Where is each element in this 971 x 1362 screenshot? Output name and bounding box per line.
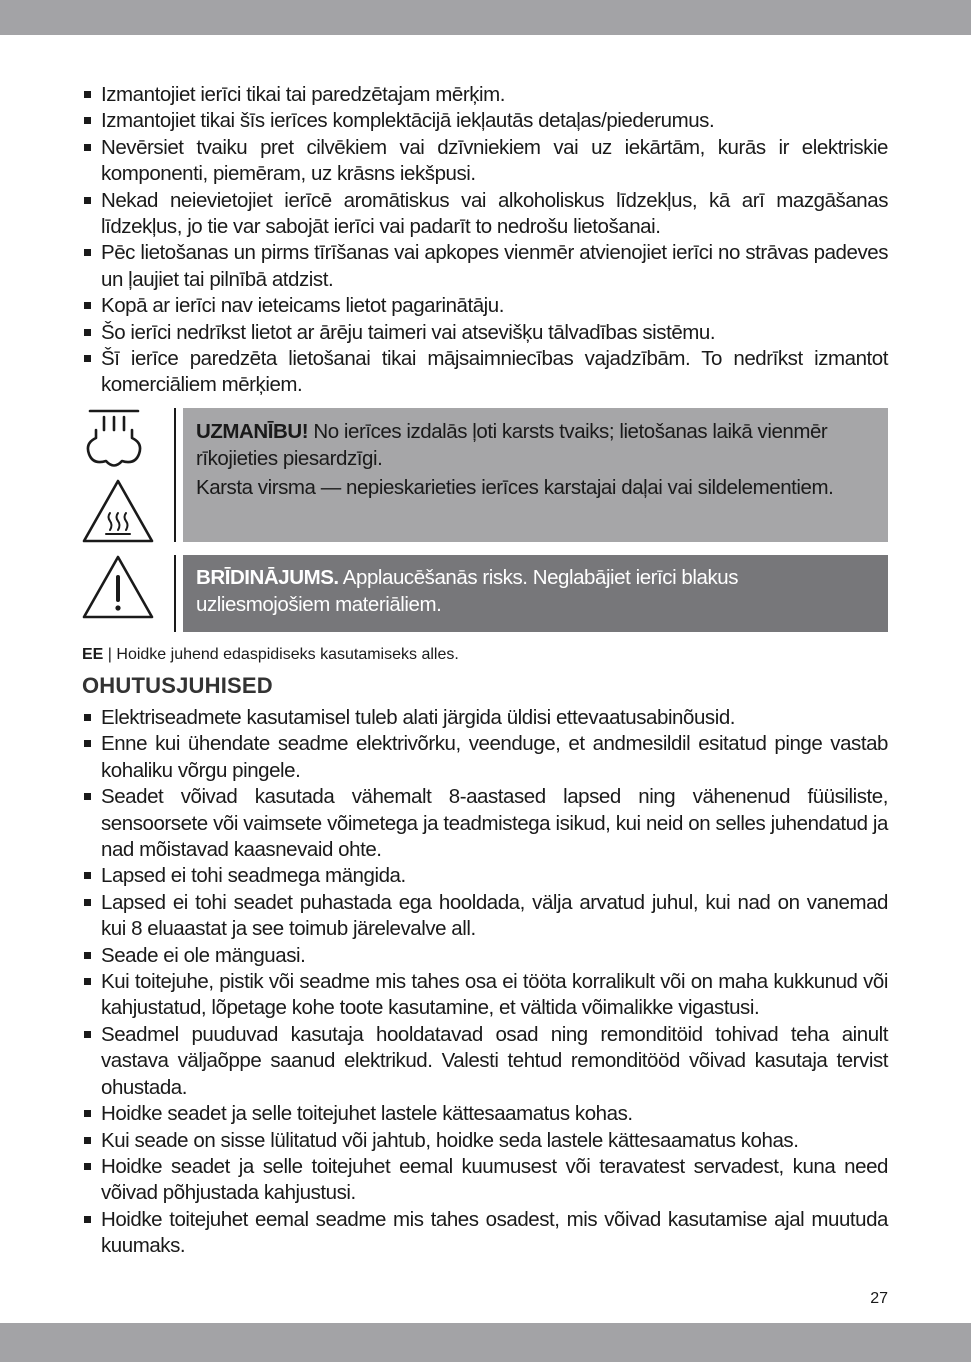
general-warning-icon xyxy=(81,554,155,620)
list-item: Lapsed ei tohi seadmega mängida. xyxy=(82,863,888,889)
ee-section-title: OHUTUSJUHISED xyxy=(82,673,273,698)
warning-box xyxy=(183,555,888,632)
hot-surface-warning-icon xyxy=(81,478,155,544)
caution-text-hot-surface: Karsta virsma — nepieskarieties ierīces karstajai daļai vai sildelementiem. xyxy=(196,476,834,499)
list-item: Seadet võivad kasutada vähemalt 8-aastased lapsed ning vähenenud füüsiliste, sensoorsete või vaimsete võimetega ja teadmistega isikud, kui neid on selles juhendatud ja nad mõistavad kaasnevaid ohte. xyxy=(82,784,888,863)
ee-language-note xyxy=(82,646,459,664)
warning-text: Applaucēšanās risks. Neglabājiet ierīci blakus uzliesmojošiem materiāliem. xyxy=(196,566,738,616)
ee-note-separator: | xyxy=(103,646,117,663)
bottom-page-bar xyxy=(0,1323,971,1362)
warning-divider xyxy=(174,555,176,632)
caution-text: No ierīces izdalās ļoti karsts tvaiks; lietošanas laikā vienmēr rīkojieties piesardzīgi. xyxy=(196,420,828,470)
list-item: Kui toitejuhe, pistik või seadme mis tahes osa ei tööta korralikult või on maha kukkunud või kahjustatud, lõpetage kohe toote kasutamine, et vältida võimalikke vigastusi. xyxy=(82,969,888,1022)
list-item: Kopā ar ierīci nav ieteicams lietot pagarinātāju. xyxy=(82,293,888,319)
list-item: Hoidke seadet ja selle toitejuhet eemal kuumusest või teravatest servadest, kuna need võivad põhjustada kahjustusi. xyxy=(82,1154,888,1207)
ee-safety-list xyxy=(82,705,888,1260)
caution-box xyxy=(183,408,888,542)
list-item: Izmantojiet tikai šīs ierīces komplektācijā iekļautās detaļas/piederumus. xyxy=(82,108,888,134)
lv-safety-list xyxy=(82,82,888,399)
hot-steam-icon xyxy=(82,408,146,472)
list-item: Elektriseadmete kasutamisel tuleb alati järgida üldisi ettevaatusabinõusid. xyxy=(82,705,888,731)
list-item: Pēc lietošanas un pirms tīrīšanas vai apkopes vienmēr atvienojiet ierīci no strāvas padeves un ļaujiet tai pilnībā atdzist. xyxy=(82,240,888,293)
list-item: Seadmel puuduvad kasutaja hooldatavad osad ning remonditöid tohivad teha ainult vastava väljaõppe saanud elektrikud. Valesti tehtud remonditööd võivad kasutaja tervist ohustada. xyxy=(82,1022,888,1101)
list-item: Izmantojiet ierīci tikai tai paredzētajam mērķim. xyxy=(82,82,888,108)
caution-label: UZMANĪBU! xyxy=(196,420,309,443)
warning-paragraph xyxy=(196,564,875,618)
list-item: Lapsed ei tohi seadet puhastada ega hooldada, välja arvatud juhul, kui nad on vanemad kui 8 eluaastat ja see toimub järelevalve all. xyxy=(82,890,888,943)
ee-note-text: Hoidke juhend edaspidiseks kasutamiseks alles. xyxy=(116,646,459,663)
list-item: Hoidke seadet ja selle toitejuhet lastele kättesaamatus kohas. xyxy=(82,1101,888,1127)
list-item: Kui seade on sisse lülitatud või jahtub, hoidke seda lastele kättesaamatus kohas. xyxy=(82,1128,888,1154)
list-item: Šī ierīce paredzēta lietošanai tikai mājsaimniecības vajadzībām. To nedrīkst izmantot komerciāliem mērķiem. xyxy=(82,346,888,399)
caution-divider xyxy=(174,408,176,542)
list-item: Hoidke toitejuhet eemal seadme mis tahes osadest, mis võivad kasutamise ajal muutuda kuumaks. xyxy=(82,1207,888,1260)
list-item: Šo ierīci nedrīkst lietot ar ārēju taimeri vai atsevišķu tālvadības sistēmu. xyxy=(82,320,888,346)
list-item: Nevērsiet tvaiku pret cilvēkiem vai dzīvniekiem vai uz iekārtām, kurās ir elektriskie komponenti, piemēram, uz krāsns iekšpusi. xyxy=(82,135,888,188)
top-page-bar xyxy=(0,0,971,35)
list-item: Nekad neievietojiet ierīcē aromātiskus vai alkoholiskus līdzekļus, kā arī mazgāšanas līdzekļus, jo tie var sabojāt ierīci vai padarīt to nedrošu lietošanai. xyxy=(82,188,888,241)
caution-paragraph xyxy=(196,418,875,472)
list-item: Enne kui ühendate seadme elektrivõrku, veenduge, et andmesildil esitatud pinge vastab kohaliku võrgu pingele. xyxy=(82,731,888,784)
ee-language-code: EE xyxy=(82,646,104,663)
page-number: 27 xyxy=(870,1290,888,1307)
list-item: Seade ei ole mänguasi. xyxy=(82,943,888,969)
warning-label: BRĪDINĀJUMS. xyxy=(196,566,339,589)
